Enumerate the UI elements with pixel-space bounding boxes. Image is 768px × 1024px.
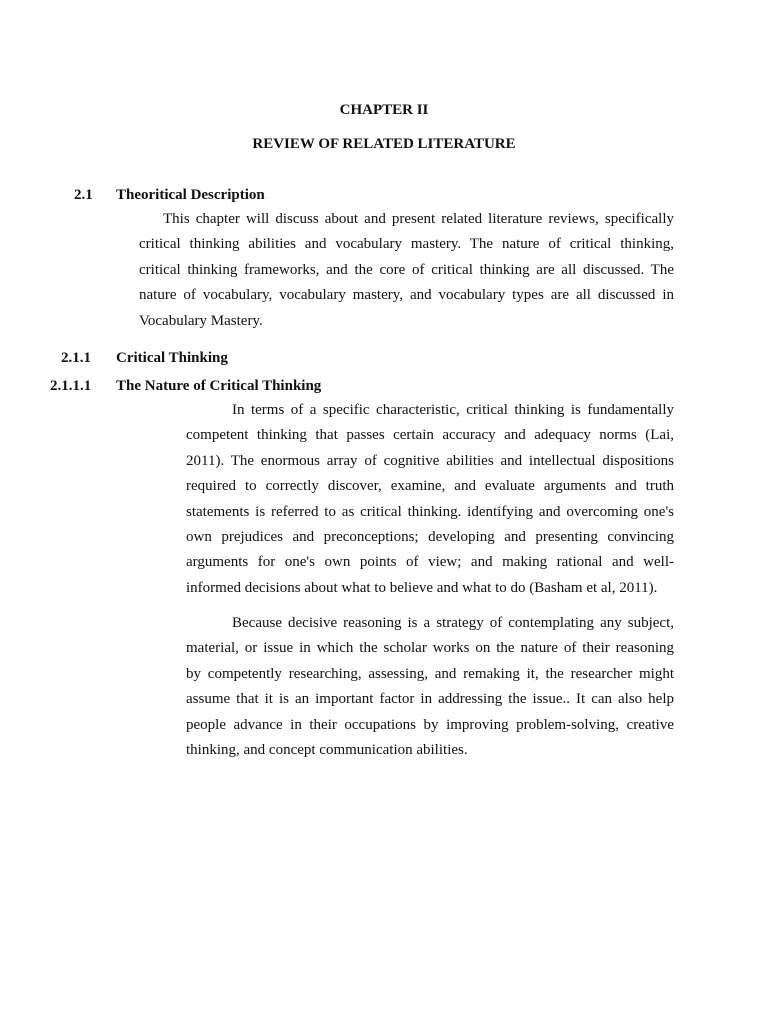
- paragraph-line: critical thinking abilities and vocabulary mastery. The nature of critical thinking,: [139, 236, 674, 253]
- paragraph-line: Because decisive reasoning is a strategy of contemplating any subject,: [232, 615, 674, 631]
- paragraph-line: Vocabulary Mastery.: [139, 312, 263, 329]
- paragraph-line: people advance in their occupations by improving problem-solving, creative: [186, 716, 674, 733]
- section-heading-2-1-1-1: [0, 377, 768, 395]
- paragraph-line: competent thinking that passes certain accuracy and adequacy norms (Lai,: [186, 427, 674, 444]
- section-number: 2.1: [74, 187, 93, 203]
- paragraph-line: In terms of a specific characteristic, critical thinking is fundamentally: [232, 402, 674, 418]
- section-title: Critical Thinking: [116, 350, 228, 366]
- section-2-1-1-1-paragraph-2: [186, 611, 674, 763]
- paragraph-line: own prejudices and preconceptions; developing and presenting convincing: [186, 528, 674, 545]
- paragraph-line: nature of vocabulary, vocabulary mastery, and vocabulary types are all discussed in: [139, 287, 674, 304]
- section-2-1-1-1-paragraph-1: [186, 398, 674, 601]
- paragraph-line: by competently researching, assessing, and remaking it, the researcher might: [186, 665, 674, 682]
- paragraph-line: thinking, and concept communication abilities.: [186, 741, 468, 758]
- section-title: Theoritical Description: [116, 187, 265, 203]
- paragraph-line: 2011). The enormous array of cognitive abilities and intellectual dispositions: [186, 452, 674, 469]
- section-heading-2-1: [0, 186, 768, 204]
- paragraph-line: material, or issue in which the scholar works on the nature of their reasoning: [186, 640, 674, 657]
- paragraph-line: required to correctly discover, examine, and evaluate arguments and truth: [186, 478, 674, 495]
- chapter-label: CHAPTER II: [339, 102, 429, 118]
- paragraph-line: informed decisions about what to believe and what to do (Basham et al, 2011).: [186, 579, 658, 596]
- paragraph-line: This chapter will discuss about and present related literature reviews, specifically: [163, 211, 674, 227]
- paragraph-line: statements is referred to as critical thinking. identifying and overcoming one's: [186, 503, 674, 520]
- section-number: 2.1.1.1: [50, 378, 92, 394]
- section-number: 2.1.1: [61, 350, 91, 366]
- section-heading-2-1-1: [0, 349, 768, 367]
- paragraph-line: critical thinking frameworks, and the core of critical thinking are all discussed. The: [139, 261, 674, 278]
- paragraph-line: arguments for one's own points of view; and making rational and well-: [186, 554, 674, 571]
- section-2-1-paragraph: [139, 207, 674, 334]
- paragraph-line: assume that it is an important factor in addressing the issue.. It can also help: [186, 691, 674, 708]
- section-title: The Nature of Critical Thinking: [116, 378, 322, 394]
- chapter-title: REVIEW OF RELATED LITERATURE: [252, 136, 516, 152]
